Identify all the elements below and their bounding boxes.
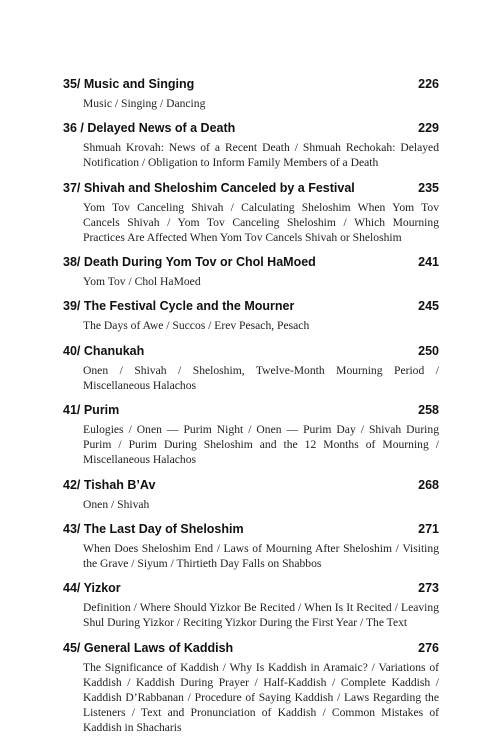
chapter-heading xyxy=(63,298,439,315)
chapter-heading xyxy=(63,402,439,419)
chapter-heading xyxy=(63,76,439,93)
chapter-title: 41/ Purim xyxy=(63,403,120,418)
table-of-contents xyxy=(63,76,439,745)
chapter-title: 40/ Chanukah xyxy=(63,343,145,358)
chapter-title: 43/ The Last Day of Sheloshim xyxy=(63,521,244,536)
chapter-heading xyxy=(63,640,439,657)
page-number: 229 xyxy=(418,121,439,136)
chapter-heading xyxy=(63,120,439,137)
chapter-topics: Music / Singing / Dancing xyxy=(83,97,206,110)
chapter-heading xyxy=(63,521,439,538)
page-number: 235 xyxy=(418,180,439,195)
chapter-heading xyxy=(63,254,439,271)
chapter-topics: Eulogies / Onen — Purim Night / Onen — Purim Day / Shivah During Purim / Purim During Sheloshim and the 12 Months of Mourning / Miscellaneous Halachos xyxy=(83,423,439,467)
toc-entry-43[interactable] xyxy=(63,521,439,571)
page-number: 268 xyxy=(418,477,439,492)
toc-entry-39[interactable] xyxy=(63,298,439,333)
page-number: 271 xyxy=(418,521,439,536)
toc-entry-38[interactable] xyxy=(63,254,439,289)
chapter-title: 45/ General Laws of Kaddish xyxy=(63,640,234,655)
toc-entry-35[interactable] xyxy=(63,76,439,111)
page-number: 258 xyxy=(418,403,439,418)
chapter-topics: Shmuah Krovah: News of a Recent Death / Shmuah Rechokah: Delayed Notification / Obligation to Inform Family Members of a Death xyxy=(83,141,439,170)
chapter-topics: Definition / Where Should Yizkor Be Recited / When Is It Recited / Leaving Shul During Yizkor / Reciting Yizkor During the First Year / The Text xyxy=(83,601,439,630)
chapter-heading xyxy=(63,477,439,494)
toc-entry-41[interactable] xyxy=(63,402,439,468)
page-number: 273 xyxy=(418,581,439,596)
chapter-title: 42/ Tishah B’Av xyxy=(63,477,156,492)
toc-entry-37[interactable] xyxy=(63,180,439,246)
page-number: 245 xyxy=(418,299,439,314)
toc-entry-45[interactable] xyxy=(63,640,439,736)
chapter-topics: Onen / Shivah xyxy=(83,497,150,511)
chapter-title: 37/ Shivah and Sheloshim Canceled by a Festival xyxy=(63,180,355,195)
toc-entry-44[interactable] xyxy=(63,580,439,630)
page-number: 226 xyxy=(418,77,439,91)
chapter-topics: The Days of Awe / Succos / Erev Pesach, Pesach xyxy=(83,319,310,333)
page-number: 276 xyxy=(418,640,439,655)
chapter-topics: Yom Tov / Chol HaMoed xyxy=(83,275,201,289)
chapter-topics: The Significance of Kaddish / Why Is Kaddish in Aramaic? / Variations of Kaddish / Kaddish During Prayer / Half-Kaddish / Complete Kaddish / Kaddish D’Rabbanan / Procedure of Saying Kaddish / Laws Regarding the Listeners / Text and Pronunciation of Kaddish / Common Mistakes of Kaddish in Shacharis xyxy=(83,660,439,735)
chapter-title: 38/ Death During Yom Tov or Chol HaMoed xyxy=(63,255,316,270)
chapter-title: 36 / Delayed News of a Death xyxy=(63,121,236,136)
chapter-title: 39/ The Festival Cycle and the Mourner xyxy=(63,299,295,314)
page-number: 250 xyxy=(418,343,439,358)
page-number: 241 xyxy=(418,255,439,270)
chapter-title: 35/ Music and Singing xyxy=(63,77,195,91)
toc-entry-42[interactable] xyxy=(63,477,439,512)
chapter-title: 44/ Yizkor xyxy=(63,581,121,596)
chapter-heading xyxy=(63,180,439,197)
chapter-heading xyxy=(63,343,439,360)
chapter-topics: Onen / Shivah / Sheloshim, Twelve-Month Mourning Period / Miscellaneous Halachos xyxy=(83,363,439,392)
chapter-heading xyxy=(63,580,439,597)
chapter-topics: When Does Sheloshim End / Laws of Mourning After Sheloshim / Visiting the Grave / Siyum / Thirtieth Day Falls on Shabbos xyxy=(83,541,439,571)
toc-entry-40[interactable] xyxy=(63,343,439,393)
toc-entry-36[interactable] xyxy=(63,120,439,170)
chapter-topics: Yom Tov Canceling Shivah / Calculating Sheloshim When Yom Tov Cancels Shivah / Yom Tov Canceling Sheloshim / Which Mourning Practices Are Affected When Yom Tov Cancels Shivah or Sheloshim xyxy=(83,200,439,245)
